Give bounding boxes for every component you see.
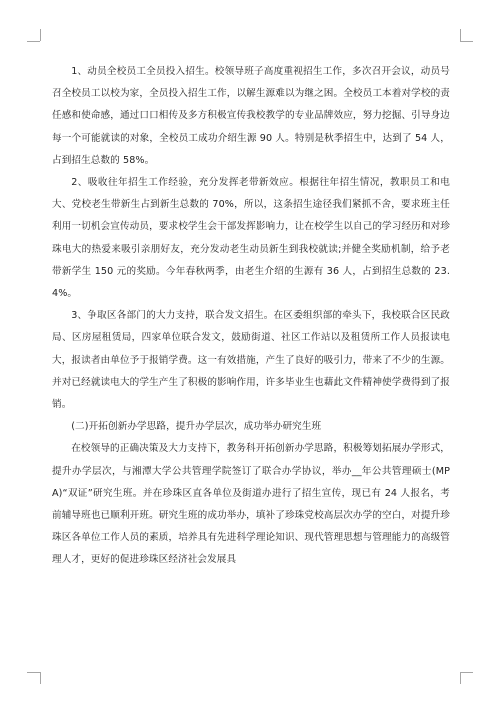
paragraph-graduate-class: 在校领导的正确决策及大力支持下，教务科开拓创新办学思路，积极筹划拓展办学形式，提升办学层次，与湘潭大学公共管理学院签订了联合办学协议，举办__年公共管理硕士(MPA)“双证”研究生班。并在珍珠区直各单位及街道办进行了招生宣传，现已有 24 人报名，考前辅导班也已顺利开班。研究生班的成功举办，填补了珍珠党校高层次办学的空白，对提升珍珠区各单位工作人员的素质，培养具有先进科学理论知识、现代管理思想与管理能力的高级管理人才，更好的促进珍珠区经济社会发展具 [52,443,450,566]
crop-mark-top-right-vertical [460,29,461,41]
crop-mark-top-left-horizontal [27,41,40,42]
paragraph-joint-document: 3、争取区各部门的大力支持，联合发文招生。在区委组织部的牵头下，我校联合区民政局、区房屋租赁局，四家单位联合发文，鼓励街道、社区工作站以及租赁所工作人员报读电大，报读者由单位予于报销学费。这一有效措施，产生了良好的吸引力，带来了不少的生源。并对已经就读电大的学生产生了积极的影响作用，许多毕业生也藉此文件精神使学费得到了报销。 [52,310,450,411]
section-heading-graduate-class: (二)开拓创新办学思路，提升办学层次，成功举办研究生班 [71,421,322,433]
crop-mark-bottom-left-horizontal [27,672,40,673]
crop-mark-top-right-horizontal [460,41,473,42]
paragraph-old-bring-new: 2、吸收往年招生工作经验，充分发挥老带新效应。根据往年招生情况，教职员工和电大、党校老生带新生占到新生总数的 70%，所以，这条招生途径我们紧抓不舍，要求班主任利用一切机会宣传动员，要求校学生会干部发挥影响力，让在校学生以自己的学习经历和对珍珠电大的热爱来吸引亲朋好友，充分发动老生动员新生到我校就读;并健全奖励机制，给予老带新学生 150 元的奖励。今年春秋两季，由老生介绍的生源有 36 人，占到招生总数的 23.4%。 [52,177,450,300]
document-body [52,61,450,572]
crop-mark-bottom-right-horizontal [460,672,473,673]
paragraph-mobilize-staff: 1、动员全校员工全员投入招生。校领导班子高度重视招生工作，多次召开会议，动员号召全校员工以校为家，全员投入招生工作，以解生源难以为继之困。全校员工本着对学校的责任感和使命感，通过口口相传及多方积极宣传我校教学的专业品牌效应，努力挖掘、引导身边每一个可能就读的对象，全校员工成功介绍生源 90 人。特别是秋季招生中，达到了 54 人，占到招生总数的 58%。 [52,66,450,166]
crop-mark-bottom-right-vertical [460,672,461,684]
crop-mark-bottom-left-vertical [40,672,41,684]
crop-mark-top-left-vertical [40,29,41,41]
